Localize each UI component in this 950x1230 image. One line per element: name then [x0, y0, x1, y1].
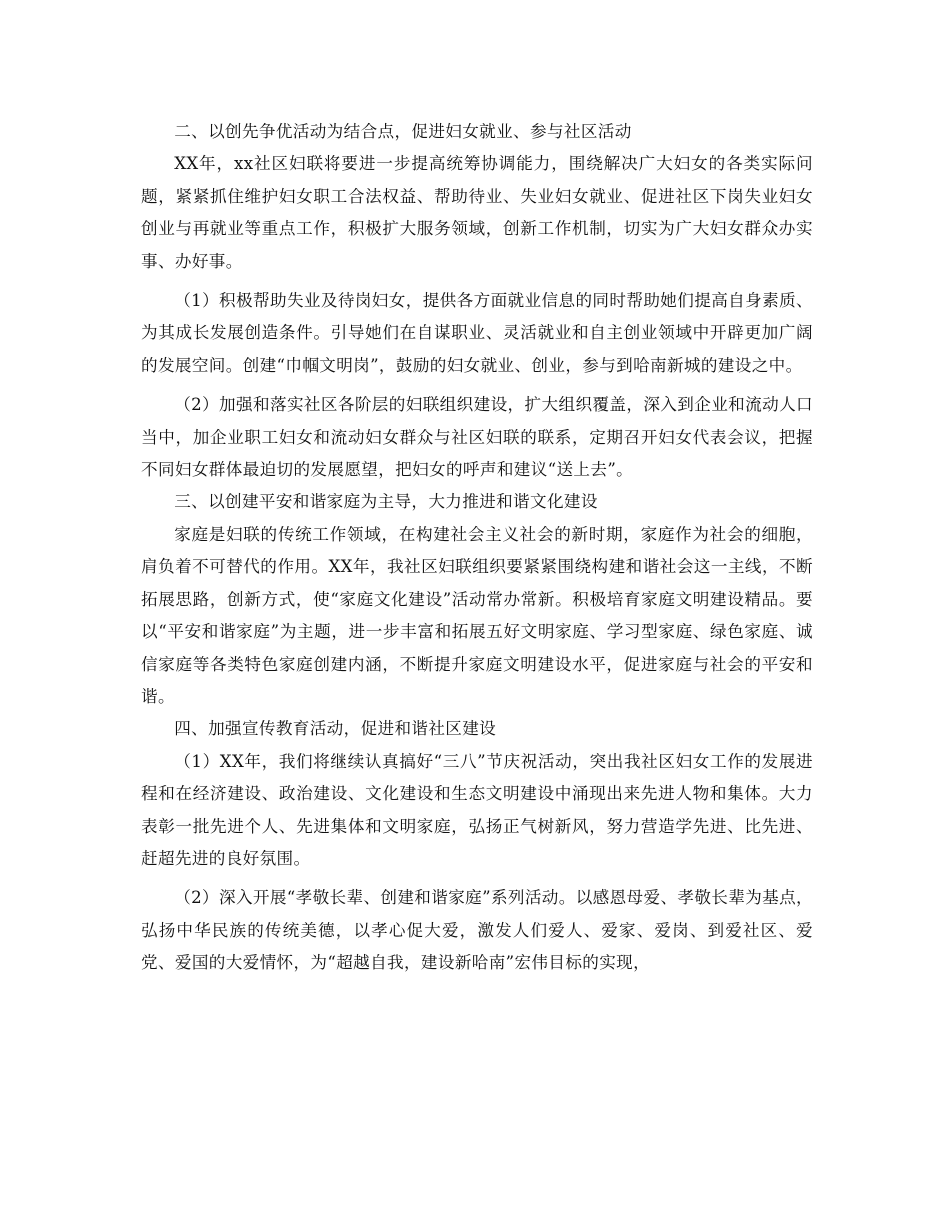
list-item-1: （1）XX年，我们将继续认真搞好“三八”节庆祝活动，突出我社区妇女工作的发展进程和在经济建设、政治建设、文化建设和生态文明建设中涌现出来先进人物和集体。大力表彰一批先进个人、先进集体和文明家庭，弘扬正气树新风，努力营造学先进、比先进、赶超先进的良好氛围。 — [141, 751, 813, 868]
list-item-2: （2）深入开展“孝敬长辈、创建和谐家庭”系列活动。以感恩母爱、孝敬长辈为基点，弘扬中华民族的传统美德，以孝心促大爱，激发人们爱人、爱家、爱岗、到爱社区、爱党、爱国的大爱情怀，为“超越自我，建设新哈南”宏伟目标的实现， — [141, 888, 813, 973]
section-heading-2: 二、以创先争优活动为结合点，促进妇女就业、参与社区活动 — [174, 122, 632, 141]
section-heading-4: 四、加强宣传教育活动，促进和谐社区建设 — [174, 719, 497, 739]
section-heading-3: 三、以创建平安和谐家庭为主导，大力推进和谐文化建设 — [174, 492, 598, 512]
body-paragraph: 家庭是妇联的传统工作领域，在构建社会主义社会的新时期，家庭作为社会的细胞，肩负着不可替代的作用。XX年，我社区妇联组织要紧紧围绕构建和谐社会这一主线，不断拓展思路，创新方式，使“家庭文化建设”活动常办常新。积极培育家庭文明建设精品。要以“平安和谐家庭”为主题，进一步丰富和拓展五好文明家庭、学习型家庭、绿色家庭、诚信家庭等各类特色家庭创建内涵，不断提升家庭文明建设水平，促进家庭与社会的平安和谐。 — [141, 524, 813, 706]
document-body — [141, 116, 813, 980]
list-item-1: （1）积极帮助失业及待岗妇女，提供各方面就业信息的同时帮助她们提高自身素质、为其成长发展创造条件。引导她们在自谋职业、灵活就业和自主创业领域中开辟更加广阔的发展空间。创建“巾帼文明岗”，鼓励的妇女就业、创业，参与到哈南新城的建设之中。 — [141, 291, 813, 375]
list-item-2: （2）加强和落实社区各阶层的妇联组织建设，扩大组织覆盖，深入到企业和流动人口当中，加企业职工妇女和流动妇女群众与社区妇联的联系，定期召开妇女代表会议，把握不同妇女群体最迫切的发展愿望，把妇女的呼声和建议“送上去”。 — [141, 395, 813, 480]
body-paragraph: XX年，xx社区妇联将要进一步提高统筹协调能力，围绕解决广大妇女的各类实际问题，紧紧抓住维护妇女职工合法权益、帮助待业、失业妇女就业、促进社区下岗失业妇女创业与再就业等重点工作，积极扩大服务领域，创新工作机制，切实为广大妇女群众办实事、办好事。 — [141, 154, 813, 271]
